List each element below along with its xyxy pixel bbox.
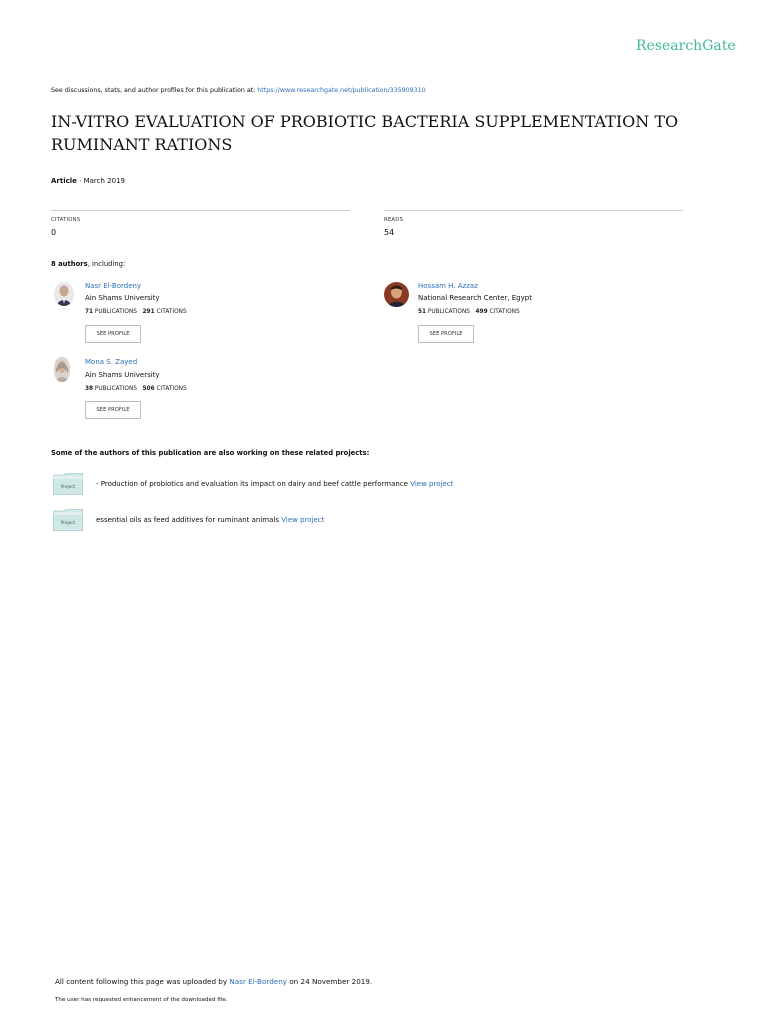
author-counts [85, 386, 187, 392]
view-project-link[interactable]: View project [410, 480, 454, 488]
see-profile-button[interactable]: SEE PROFILE [85, 325, 141, 343]
author-name-link[interactable]: Nasr El-Bordeny [85, 282, 142, 290]
avatar-photo-icon [384, 282, 409, 307]
article-meta [51, 177, 125, 185]
citations-label: CITATIONS [489, 309, 520, 315]
project-entry [96, 516, 324, 524]
project-title: essential oils as feed additives for ruminant animals [96, 516, 282, 524]
authors-count: 8 authors [51, 260, 88, 268]
footer-suffix: on 24 November 2019. [287, 977, 373, 986]
avatar-photo-icon [54, 357, 70, 382]
citations-label: CITATIONS [156, 386, 187, 392]
enhancement-footnote: The user has requested enhancement of the downloaded file. [55, 997, 228, 1003]
article-type: Article [51, 177, 77, 185]
reads-label: READS [384, 217, 404, 223]
footer-prefix: All content following this page was uploaded by [55, 977, 230, 986]
citations-value: 0 [51, 228, 57, 237]
project-title: - Production of probiotics and evaluation its impact on dairy and beef cattle performance [96, 480, 411, 488]
reads-value: 54 [384, 228, 395, 237]
citations-divider [51, 210, 350, 211]
discussion-prefix: See discussions, stats, and author profiles for this publication at: [51, 87, 258, 94]
avatar-photo-icon [54, 282, 74, 306]
researchgate-logo[interactable]: ResearchGate [636, 38, 736, 54]
author-affiliation: National Research Center, Egypt [418, 294, 532, 302]
citations-count: 499 [475, 309, 488, 315]
project-folder-icon[interactable] [53, 473, 83, 495]
citations-count: 291 [142, 309, 155, 315]
reads-divider [384, 210, 683, 211]
publications-label: PUBLICATIONS [94, 386, 137, 392]
avatar[interactable] [54, 357, 70, 382]
avatar[interactable] [54, 282, 74, 306]
publication-title: IN-VITRO EVALUATION OF PROBIOTIC BACTERIA SUPPLEMENTATION TO RUMINANT RATIONS [51, 112, 679, 154]
citations-label: CITATIONS [156, 309, 187, 315]
article-date: · March 2019 [76, 177, 125, 185]
publications-count: 51 [418, 309, 427, 315]
upload-footer [55, 977, 372, 986]
discussion-line [51, 87, 426, 94]
project-folder-icon[interactable] [53, 509, 83, 531]
authors-suffix: , including: [87, 260, 126, 268]
publications-label: PUBLICATIONS [94, 309, 137, 315]
project-icon-label: Project [60, 484, 76, 489]
author-affiliation: Ain Shams University [85, 371, 160, 379]
view-project-link[interactable]: View project [281, 516, 325, 524]
project-entry [96, 480, 453, 488]
avatar[interactable] [384, 282, 409, 307]
see-profile-button[interactable]: SEE PROFILE [418, 325, 474, 343]
author-affiliation: Ain Shams University [85, 294, 160, 302]
publications-count: 71 [85, 309, 94, 315]
publications-label: PUBLICATIONS [427, 309, 470, 315]
authors-heading [51, 260, 125, 268]
publication-url-link[interactable]: https://www.researchgate.net/publication/335909310 [257, 87, 426, 94]
citations-count: 506 [142, 386, 155, 392]
author-counts [85, 309, 187, 315]
author-name-link[interactable]: Mona S. Zayed [85, 358, 138, 366]
author-counts [418, 309, 520, 315]
related-projects-heading: Some of the authors of this publication are also working on these related projects: [51, 449, 370, 457]
author-name-link[interactable]: Hossam H. Azzaz [418, 282, 478, 290]
publications-count: 38 [85, 386, 94, 392]
project-icon-label: Project [60, 520, 76, 525]
citations-label: CITATIONS [51, 217, 81, 223]
uploader-link[interactable]: Nasr El-Bordeny [229, 977, 287, 986]
see-profile-button[interactable]: SEE PROFILE [85, 401, 141, 419]
